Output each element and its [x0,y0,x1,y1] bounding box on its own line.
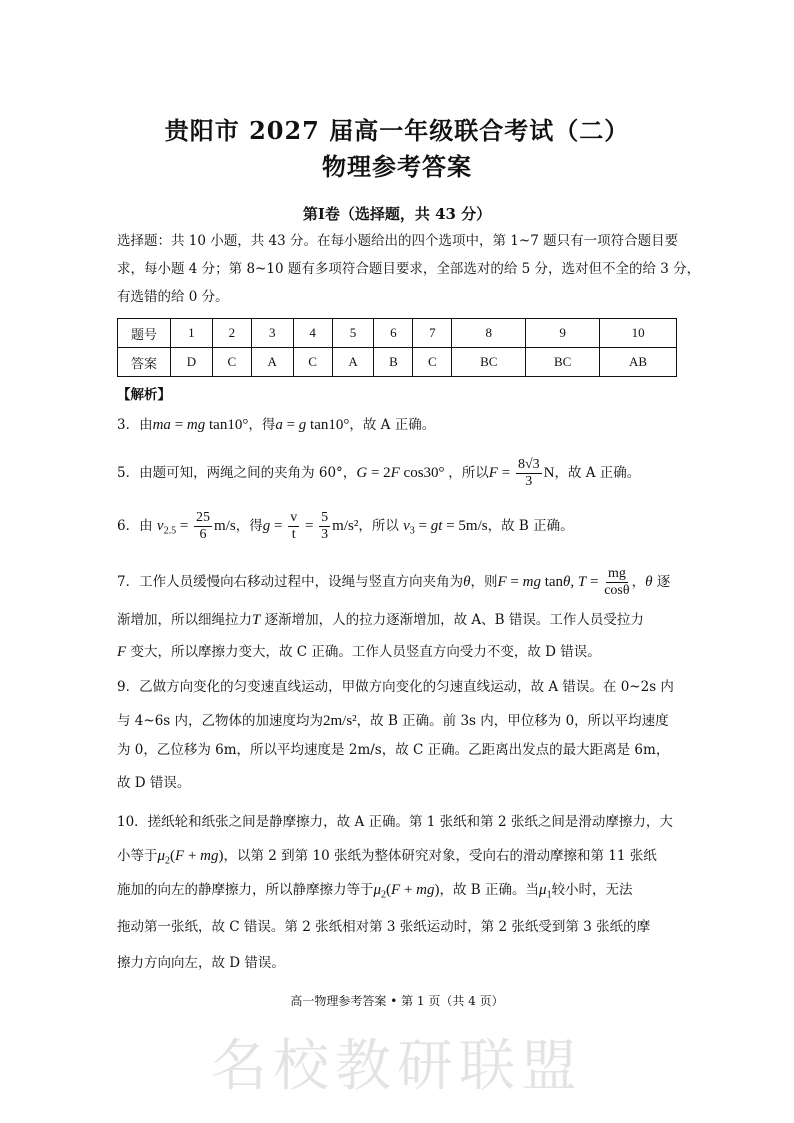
text-segment: 变大，所以摩擦力变大，故 C 正确。工作人员竖直方向受力不变，故 D 错误。 [126,644,601,660]
document-subtitle: 物理参考答案 [322,152,472,181]
intro-line: 选择题：共 10 小题，共 43 分。在每小题给出的四个选项中，第 1~7 题只有一项符合题目要 [117,233,679,249]
text-segment: 擦力方向向左，故 D 错误。 [117,955,285,971]
question-number: 10 [600,319,677,348]
row-label: 答案 [118,348,171,377]
answer-cell: BC [452,348,526,377]
math-segment: mg [186,417,206,433]
math-segment: tan10° [306,417,350,433]
denominator: t [291,527,296,542]
answer-table [117,318,677,377]
analysis-line [117,711,669,731]
math-segment: θ [645,574,653,590]
fraction [604,566,629,599]
fraction [319,510,330,543]
question-number: 4 [293,319,332,348]
math-segment: + [400,882,417,898]
analysis-line [117,415,435,435]
math-segment: ) [218,848,224,864]
text-segment: ，故 B 正确。 [487,518,574,534]
denominator: cosθ [604,583,630,598]
text-segment: 9．乙做方向变化的匀变速直线运动，甲做方向变化的匀速直线运动，故 A 错误。在 0~2s 内 [117,679,674,695]
text-segment: 故 D 错误。 [117,775,191,791]
math-segment: = [497,465,514,481]
math-segment: ( [386,882,392,898]
question-number: 1 [171,319,213,348]
math-segment: = [270,518,287,534]
text-segment: 逐渐增加，人的拉力逐渐增加，故 A、B 错误。工作人员受拉力 [260,612,644,628]
math-segment: mg [416,882,435,898]
subscript: 2.5 [163,525,177,537]
analysis-line [117,677,674,697]
analysis-line [117,610,644,630]
math-segment: T [577,574,587,590]
analysis-line [117,953,285,973]
math-segment: F [497,574,507,590]
math-segment: F [175,848,185,864]
math-segment: + [184,848,201,864]
math-segment: θ [563,574,571,590]
analysis-line [117,740,669,760]
document-title: 贵阳市 2027 届高一年级联合考试（二） [164,116,630,145]
math-segment: = [586,574,603,590]
text-segment: 10．搓纸轮和纸张之间是静摩擦力，故 A 正确。第 1 张纸和第 2 张纸之间是滑动摩擦力，大 [117,814,673,830]
math-segment: F [391,882,401,898]
intro-line: 求，每小题 4 分；第 8~10 题有多项符合题目要求，全部选对的给 5 分，选对但不全的给 3 分， [117,261,701,277]
answer-cell: BC [526,348,600,377]
math-segment: cos30° [399,465,449,481]
math-segment: = 5m/s [442,518,488,534]
text-segment: 5．由题可知，两绳之间的夹角为 60°， [117,465,357,481]
text-segment: ， [631,574,646,590]
intro-line: 有选错的给 0 分。 [117,289,229,305]
math-segment: ) [434,882,440,898]
answer-cell: C [413,348,452,377]
text-segment: 7．工作人员缓慢向右移动过程中，设绳与竖直方向夹角为 [117,574,464,590]
answer-cell: AB [600,348,677,377]
numerator: v [290,510,298,525]
math-segment: = [170,417,187,433]
text-segment: ，故 A 正确。 [349,417,436,433]
question-number: 5 [332,319,374,348]
math-segment: ( [170,848,176,864]
math-segment: m/s² [332,518,359,534]
text-segment: 与 4~6s 内，乙物体的加速度均为 [117,713,323,729]
math-segment: μ [373,882,382,898]
math-segment: F [117,644,127,660]
text-segment: ，得 [248,417,276,433]
math-segment: T [252,612,261,628]
question-number: 6 [374,319,413,348]
analysis-line [117,812,673,832]
subscript: 2 [381,889,387,901]
numerator: 8√3 [517,457,540,472]
table-row-numbers [118,319,677,348]
math-segment: tan10° [205,417,249,433]
watermark: 名校教研联盟 [211,1034,583,1099]
answer-cell: B [374,348,413,377]
math-segment: = [176,518,193,534]
math-segment: tan [540,574,564,590]
question-number: 3 [251,319,293,348]
question-number: 9 [526,319,600,348]
denominator: 3 [525,474,533,489]
subscript: 1 [546,889,552,901]
analysis-line [117,510,574,543]
text-segment: ，以第 2 到第 10 张纸为整体研究对象，受向右的滑动摩擦和第 11 张纸 [223,848,657,864]
answer-cell: D [171,348,213,377]
analysis-line [117,566,670,599]
math-segment: a [275,417,283,433]
math-segment: = [301,518,318,534]
text-segment: ，所以 [448,465,489,481]
math-segment: ma [152,417,171,433]
section-heading: 第Ⅰ卷（选择题，共 43 分） [302,205,492,223]
math-segment: v [403,518,410,534]
answer-cell: A [251,348,293,377]
fraction [516,457,542,490]
math-segment: = [506,574,523,590]
question-number: 7 [413,319,452,348]
answer-cell: A [332,348,374,377]
question-number: 2 [212,319,251,348]
math-segment: , [570,574,578,590]
math-segment: θ [463,574,471,590]
text-segment: 逐 [652,574,671,590]
text-segment: ，得 [235,518,263,534]
answer-cell: C [212,348,251,377]
subscript: 2 [165,855,171,867]
numerator: 5 [321,510,329,525]
math-segment: μ [539,882,547,898]
text-segment: 较小时，无法 [551,882,633,898]
math-segment: mg [200,848,219,864]
math-segment: m/s [214,518,236,534]
math-segment: = 2 [367,465,391,481]
math-segment: 2m/s² [323,713,357,729]
text-segment: ，故 A 正确。 [554,465,641,481]
math-segment: v [156,518,164,534]
analysis-line [117,880,633,901]
text-segment: 3．由 [117,417,153,433]
analysis-line [117,773,190,793]
page-footer: 高一物理参考答案 • 第 1 页（共 4 页） [290,994,504,1008]
question-number: 8 [452,319,526,348]
text-segment: 6．由 [117,518,157,534]
math-segment: g [298,417,307,433]
math-segment: F [488,465,498,481]
subscript: 3 [409,525,415,537]
fraction [194,510,212,543]
math-segment: = [282,417,299,433]
math-segment: = [414,518,431,534]
text-segment: ，所以 [358,518,404,534]
math-segment: mg [522,574,541,590]
math-segment: N [543,465,555,481]
numerator: 25 [196,510,211,525]
analysis-line [117,846,657,867]
analysis-line [117,457,640,490]
text-segment: ，则 [470,574,498,590]
answer-cell: C [293,348,332,377]
analysis-heading: 【解析】 [117,387,171,403]
math-segment: μ [157,848,166,864]
table-row-answers [118,348,677,377]
text-segment: 施加的向左的静摩擦力，所以静摩擦力等于 [117,882,374,898]
text-segment: ，故 B 正确。当 [439,882,540,898]
math-segment: gt [430,518,443,534]
analysis-line [117,917,650,937]
row-label: 题号 [118,319,171,348]
text-segment: ，故 B 正确。前 3s 内，甲位移为 0，所以平均速度 [356,713,669,729]
text-segment: 小等于 [117,848,158,864]
text-segment: 为 0，乙位移为 6m，所以平均速度是 2m/s，故 C 正确。乙距离出发点的最大距离是 6m， [117,742,670,758]
fraction [288,510,299,543]
numerator: mg [607,566,626,581]
analysis-line [117,642,601,662]
math-segment: g [262,518,271,534]
text-segment: 拖动第一张纸，故 C 错误。第 2 张纸相对第 3 张纸运动时，第 2 张纸受到第 3 张纸的摩 [117,919,651,935]
math-segment: G [356,465,368,481]
text-segment: 渐增加，所以细绳拉力 [117,612,252,628]
math-segment: F [390,465,400,481]
denominator: 6 [199,527,207,542]
denominator: 3 [321,527,329,542]
